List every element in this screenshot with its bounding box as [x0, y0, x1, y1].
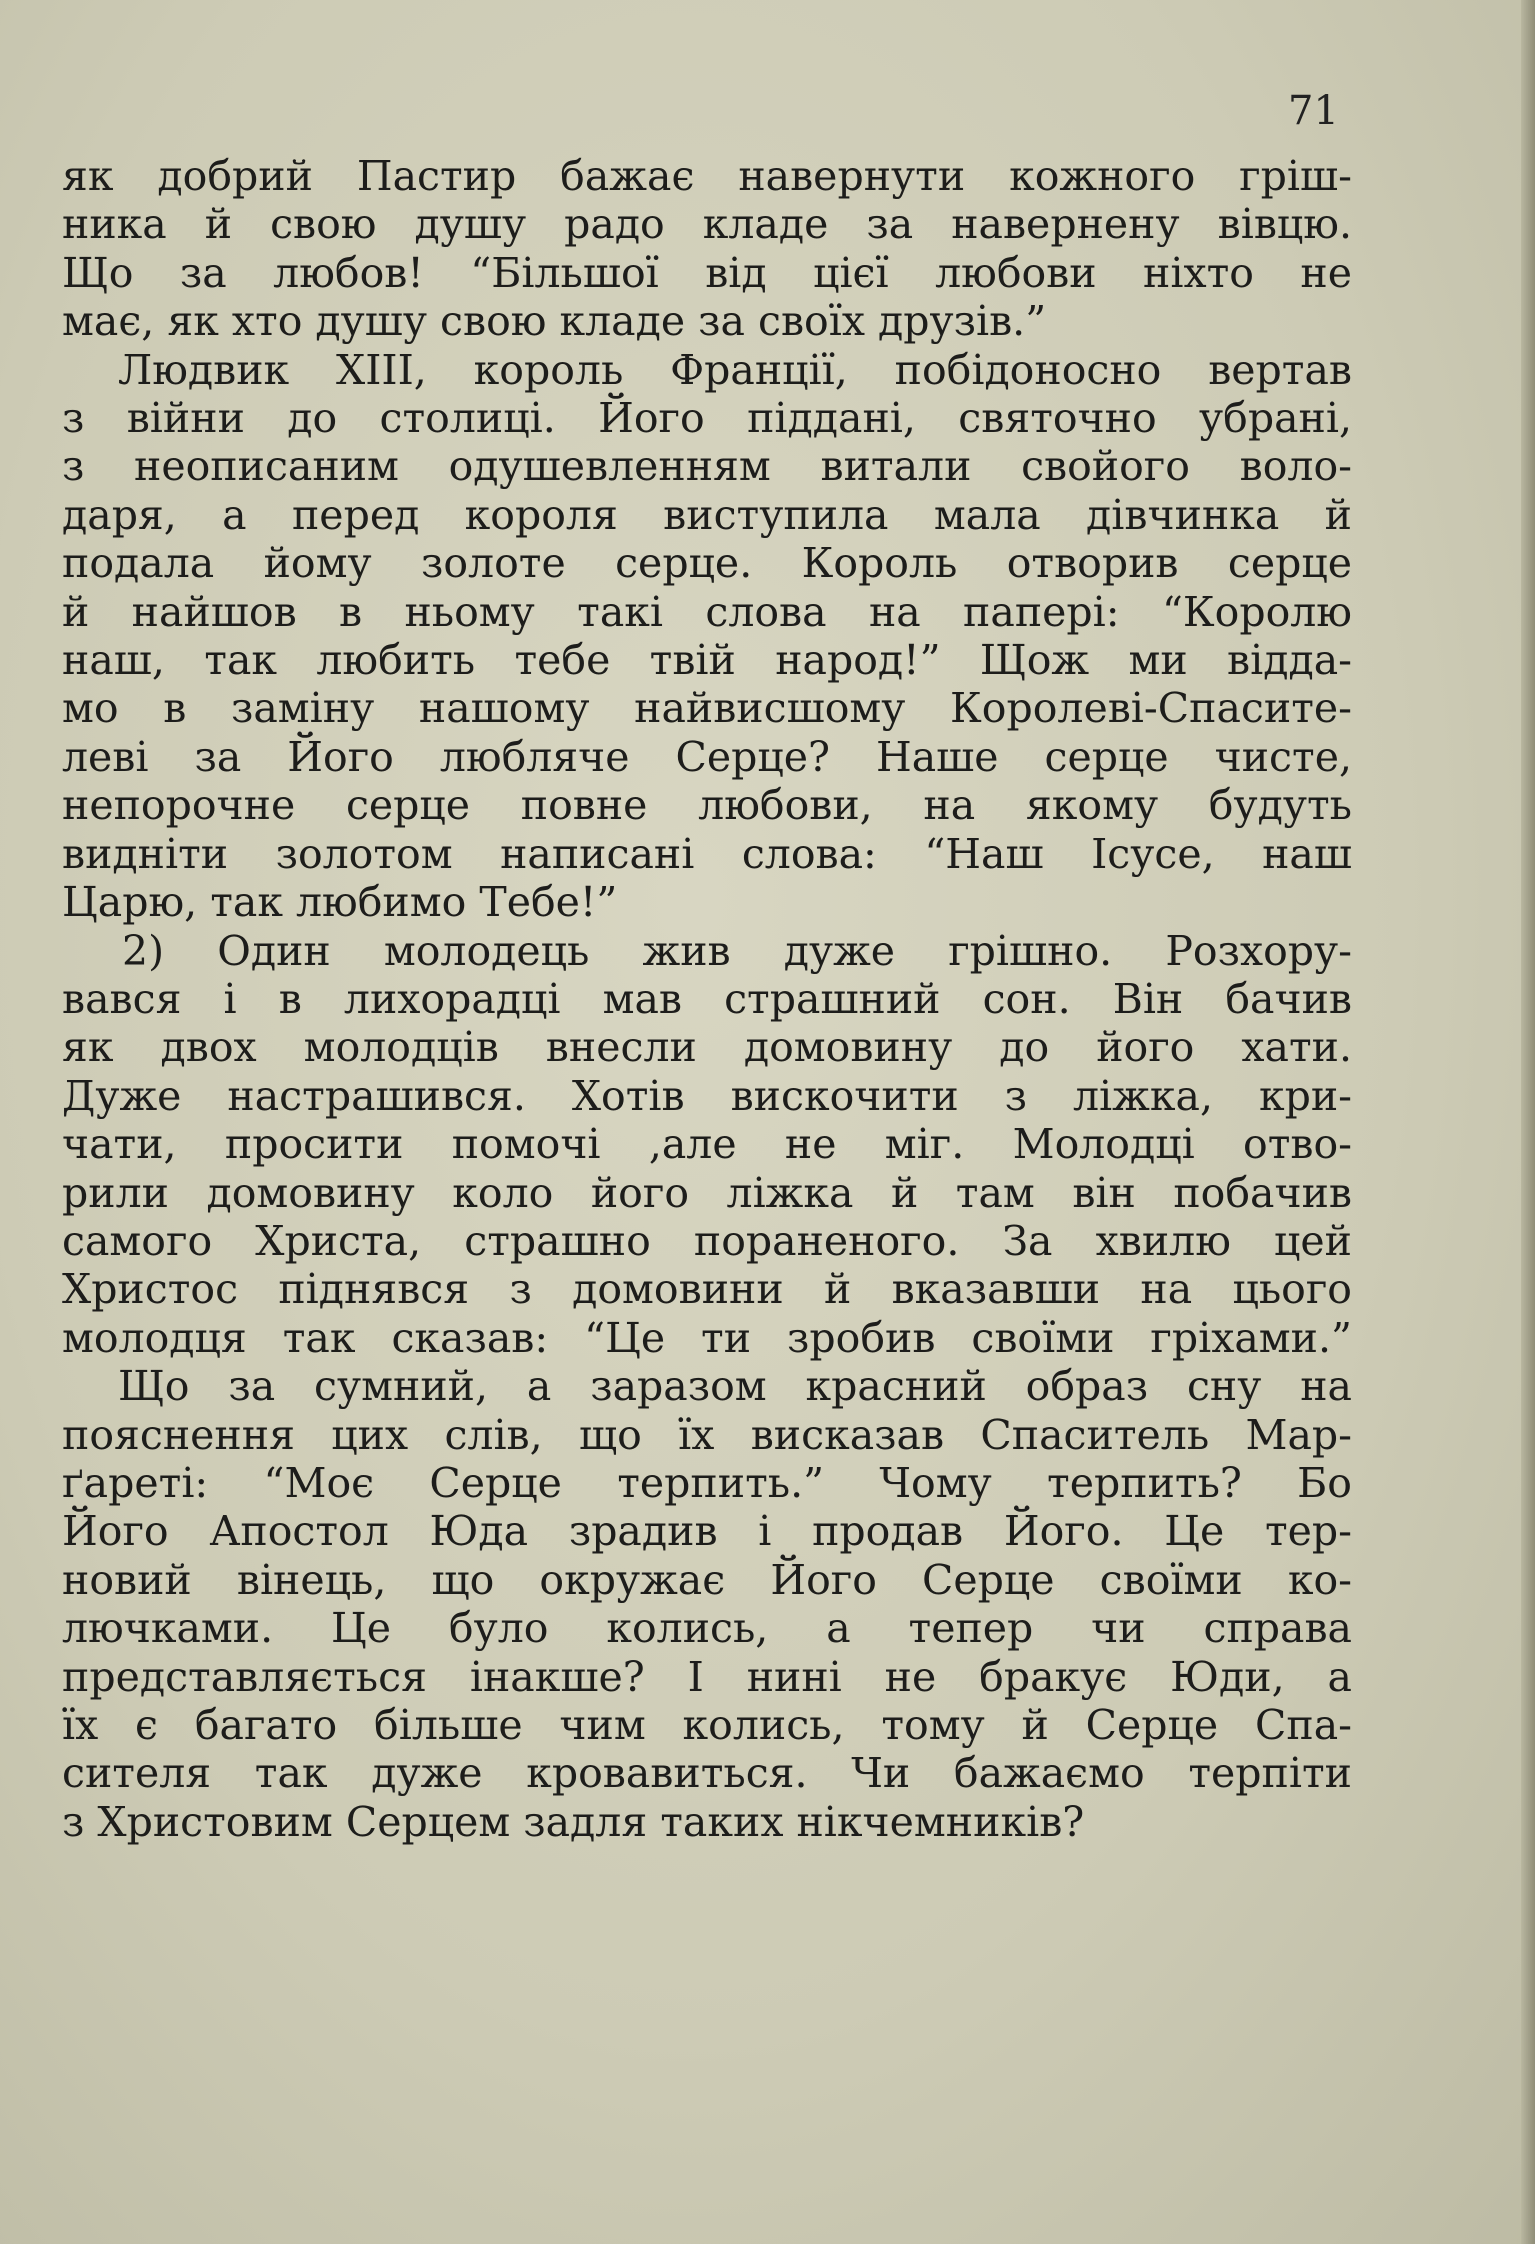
text-line: Дуже настрашився. Хотів вискочити з ліжка, кри- — [62, 1071, 1352, 1120]
text-line: 2) Один молодець жив дуже грішно. Розхору- — [122, 926, 1352, 975]
text-line: Що за сумний, а заразом красний образ сну на — [118, 1362, 1352, 1411]
text-line: Людвик XIII, король Франції, побідоносно вертав — [118, 345, 1352, 394]
text-line: пояснення цих слів, що їх висказав Спаситель Мар- — [62, 1410, 1352, 1459]
text-line: з неописаним одушевленням витали свойого воло- — [62, 442, 1352, 491]
text-line: як добрий Пастир бажає навернути кожного гріш- — [62, 152, 1352, 200]
text-line: лючками. Це було колись, а тепер чи справа — [62, 1604, 1352, 1653]
text-line: сителя так дуже кровавиться. Чи бажаємо терпіти — [62, 1749, 1352, 1798]
text-line: ґареті: “Моє Серце терпить.” Чому терпить? Бо — [62, 1458, 1352, 1507]
text-line: представляється інакше? І нині не бракує Юди, а — [62, 1652, 1352, 1701]
text-line: непорочне серце повне любови, на якому будуть — [62, 781, 1352, 830]
text-line: їх є багато більше чим колись, тому й Серце Спа- — [62, 1701, 1352, 1749]
text-line: рили домовину коло його ліжка й там він побачив — [62, 1168, 1352, 1217]
text-line: новий вінець, що окружає Його Серце своїми ко- — [62, 1555, 1352, 1604]
text-line: Його Апостол Юда зрадив і продав Його. Це тер- — [62, 1507, 1352, 1556]
text-line: леві за Його любляче Серце? Наше серце чисте, — [62, 732, 1352, 781]
text-line: подала йому золоте серце. Король отворив серце — [62, 539, 1352, 588]
text-line: має, як хто душу свою кладе за своїх друзів.” — [62, 297, 1047, 346]
text-line: з Христовим Серцем задля таких нікчемників? — [62, 1797, 1085, 1846]
text-line: наш, так любить тебе твій народ!” Щож ми відда- — [62, 636, 1352, 685]
text-line: самого Христа, страшно пораненого. За хвилю цей — [62, 1216, 1352, 1265]
body-text — [62, 152, 1352, 1846]
text-line: як двох молодців внесли домовину до його хати. — [62, 1023, 1352, 1072]
text-line: Христос піднявся з домовини й вказавши на цього — [62, 1265, 1352, 1314]
text-line: вався і в лихорадці мав страшний сон. Він бачив — [62, 974, 1352, 1023]
text-line: молодця так сказав: “Це ти зробив своїми гріхами.” — [62, 1313, 1352, 1362]
text-line: Царю, так любимо Тебе!” — [62, 878, 618, 927]
text-line: чати, просити помочі ,але не міг. Молодці отво- — [62, 1120, 1352, 1169]
text-line: ника й свою душу радо кладе за навернену вівцю. — [62, 200, 1352, 249]
text-line: видніти золотом написані слова: “Наш Ісусе, наш — [62, 829, 1352, 878]
text-line: з війни до столиці. Його піддані, святочно убрані, — [62, 394, 1352, 443]
page-edge-shadow — [1521, 0, 1535, 2244]
page-number: 71 — [1288, 88, 1339, 134]
text-line: даря, а перед короля виступила мала дівчинка й — [62, 490, 1352, 539]
text-line: Що за любов! “Більшої від цієї любови ніхто не — [62, 248, 1352, 297]
text-line: мо в заміну нашому найвисшому Королеві-Спасите- — [62, 684, 1352, 733]
text-line: й найшов в ньому такі слова на папері: “Королю — [62, 587, 1352, 636]
